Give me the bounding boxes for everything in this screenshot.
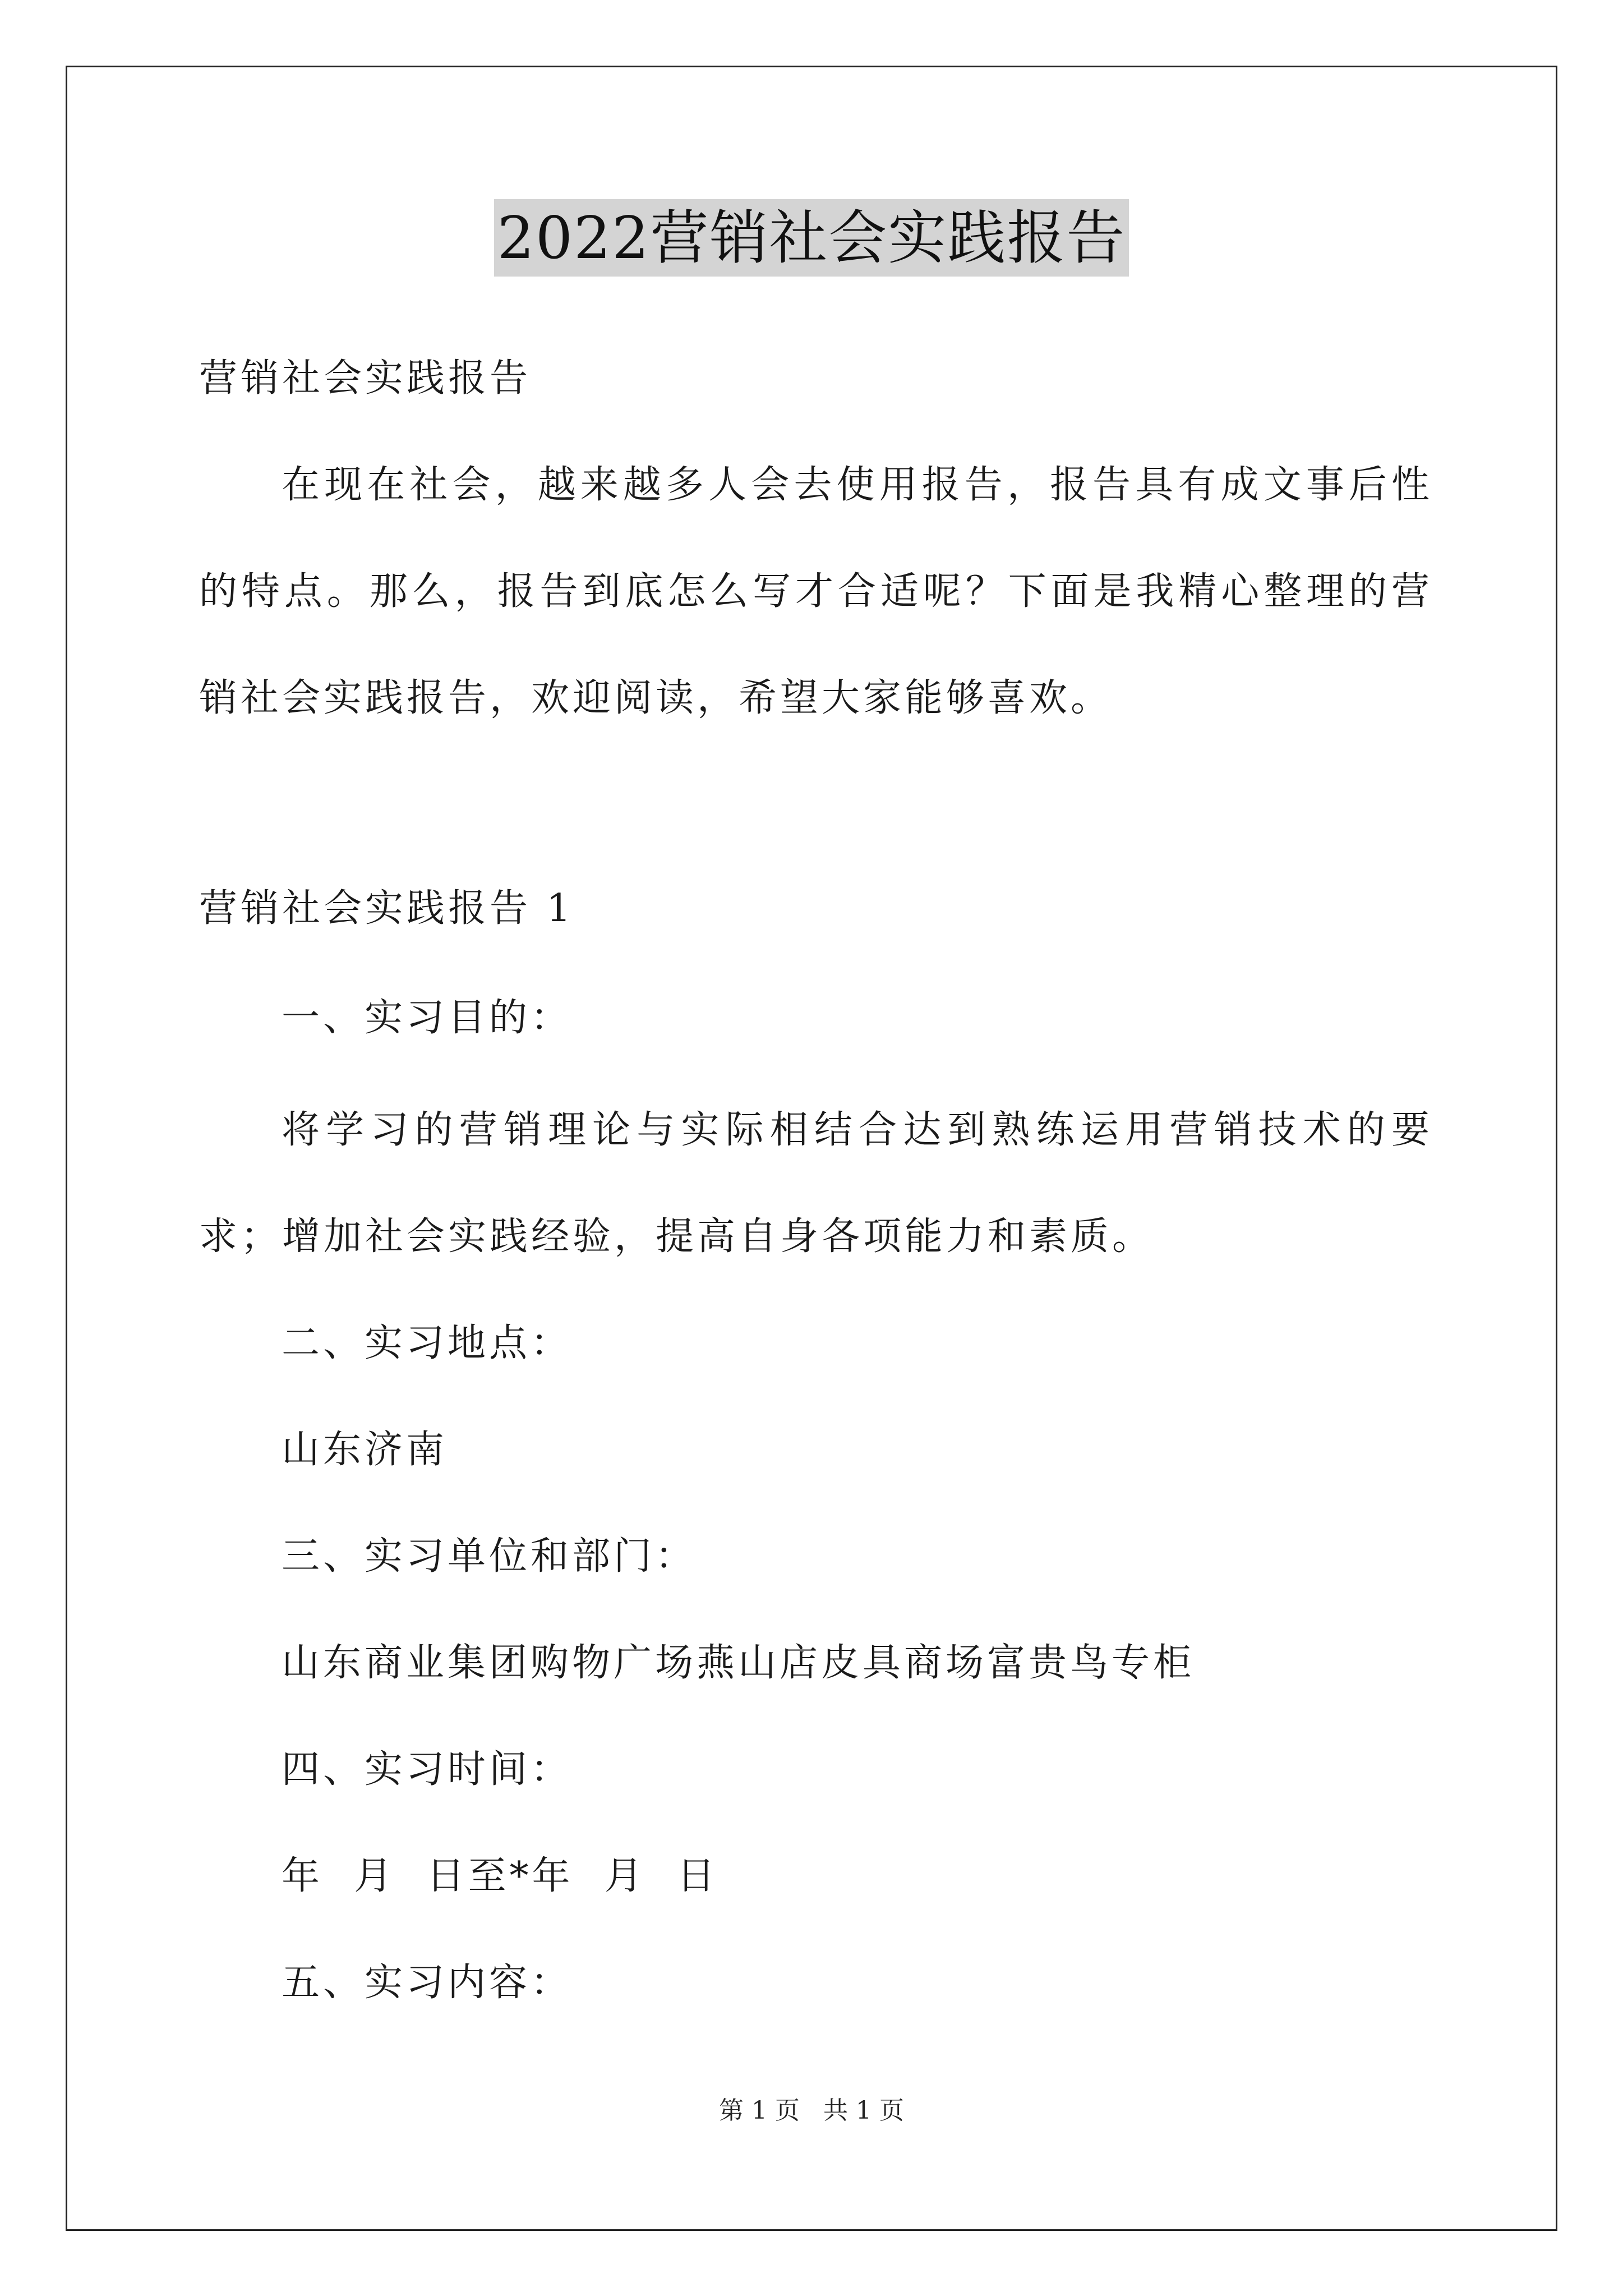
time-text: 年 月 日至*年 月 日 — [282, 1854, 718, 1898]
purpose-heading: 一、实习目的： — [282, 996, 573, 1040]
time-heading: 四、实习时间： — [282, 1747, 573, 1792]
page-footer: 第 1 页 共 1 页 — [719, 2096, 904, 2125]
unit-heading: 三、实习单位和部门： — [282, 1534, 697, 1579]
intro-paragraph: 在现在社会，越来越多人会去使用报告，报告具有成文事后性的特点。那么，报告到底怎么写才合适呢？下面是我精心整理的营销社会实践报告，欢迎阅读，希望大家能够喜欢。 — [199, 463, 1433, 720]
purpose-paragraph: 将学习的营销理论与实际相结合达到熟练运用营销技术的要求；增加社会实践经验，提高自身各项能力和素质。 — [199, 1108, 1433, 1259]
content-heading: 五、实习内容： — [282, 1961, 573, 2005]
location-heading: 二、实习地点： — [282, 1321, 573, 1365]
section-heading: 营销社会实践报告 1 — [199, 886, 574, 931]
unit-text: 山东商业集团购物广场燕山店皮具商场富贵鸟专柜 — [282, 1641, 1195, 1685]
location-text: 山东济南 — [282, 1428, 448, 1472]
document-subtitle: 营销社会实践报告 — [199, 356, 532, 401]
title-wrap — [0, 199, 1623, 277]
document-title: 2022营销社会实践报告 — [494, 199, 1129, 277]
